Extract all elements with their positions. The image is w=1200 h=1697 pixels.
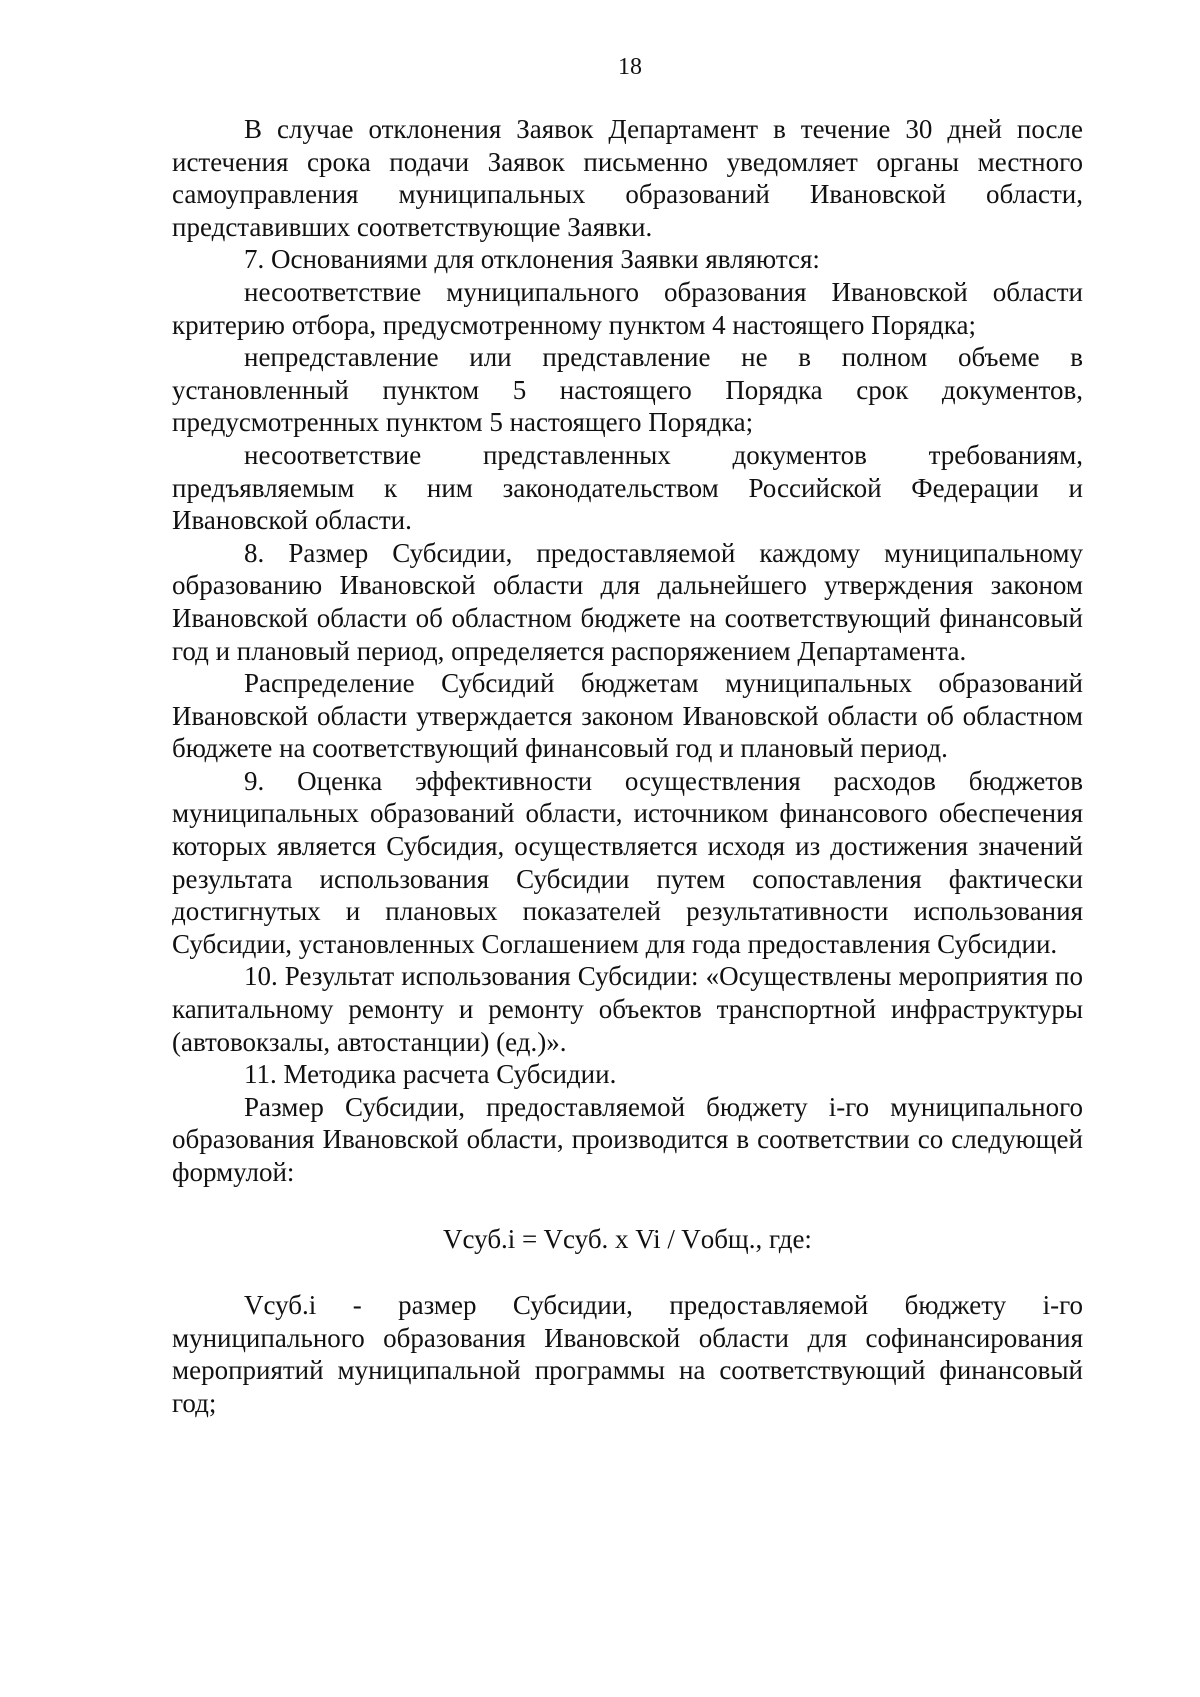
subsidy-formula: Vсуб.i = Vсуб. х Vi / Vобщ., где: bbox=[443, 1223, 812, 1254]
paragraph-11-heading: 11. Методика расчета Субсидии. bbox=[244, 1059, 617, 1090]
document-body bbox=[172, 113, 1083, 1420]
paragraph-8-distribution: Распределение Субсидий бюджетам муниципальных образований Ивановской области утверждается законом Ивановской области об областном бюджете на соответствующий финансовый год и плановый период. bbox=[172, 668, 1083, 764]
paragraph-formula-definition: Vсуб.i - размер Субсидии, предоставляемой бюджету i-го муниципального образования Ивановской области для софинансирования мероприятий муниципальной программы на соответствующий финансовый год; bbox=[172, 1290, 1083, 1418]
paragraph-10-result: 10. Результат использования Субсидии: «Осуществлены мероприятия по капитальному ремонту и ремонту объектов транспортной инфраструктуры (автовокзалы, автостанции) (ед.)». bbox=[172, 961, 1083, 1057]
paragraph-7-heading: 7. Основаниями для отклонения Заявки являются: bbox=[244, 244, 820, 275]
paragraph-8-subsidy-size: 8. Размер Субсидии, предоставляемой каждому муниципальному образованию Ивановской области для дальнейшего утверждения законом Ивановской области об областном бюджете на соответствующий финансовый год и плановый период, определяется распоряжением Департамента. bbox=[172, 537, 1083, 666]
paragraph-rejection-notice: В случае отклонения Заявок Департамент в течение 30 дней после истечения срока подачи Заявок письменно уведомляет органы местного самоуправления муниципальных образований Ивановской области, представивших соответствующие Заявки. bbox=[172, 114, 1083, 242]
paragraph-7-requirements: несоответствие представленных документов требованиям, предъявляемым к ним законодательством Российской Федерации и Ивановской области. bbox=[172, 439, 1083, 536]
page-number: 18 bbox=[618, 54, 642, 80]
paragraph-7-criterion: несоответствие муниципального образования Ивановской области критерию отбора, предусмотренному пунктом 4 настоящего Порядка; bbox=[172, 276, 1083, 340]
paragraph-9-efficiency: 9. Оценка эффективности осуществления расходов бюджетов муниципальных образований области, источником финансового обеспечения которых является Субсидия, осуществляется исходя из достижения значений результата использования Субсидии путем сопоставления фактически достигнутых и плановых показателей результативности использования Субсидии, установленных Соглашением для года предоставления Субсидии. bbox=[172, 765, 1083, 959]
paragraph-11-formula-intro: Размер Субсидии, предоставляемой бюджету i-го муниципального образования Ивановской области, производится в соответствии со следующей формулой: bbox=[172, 1091, 1083, 1187]
paragraph-7-documents: непредставление или представление не в полном объеме в установленный пунктом 5 настоящего Порядка срок документов, предусмотренных пунктом 5 настоящего Порядка; bbox=[172, 342, 1083, 438]
